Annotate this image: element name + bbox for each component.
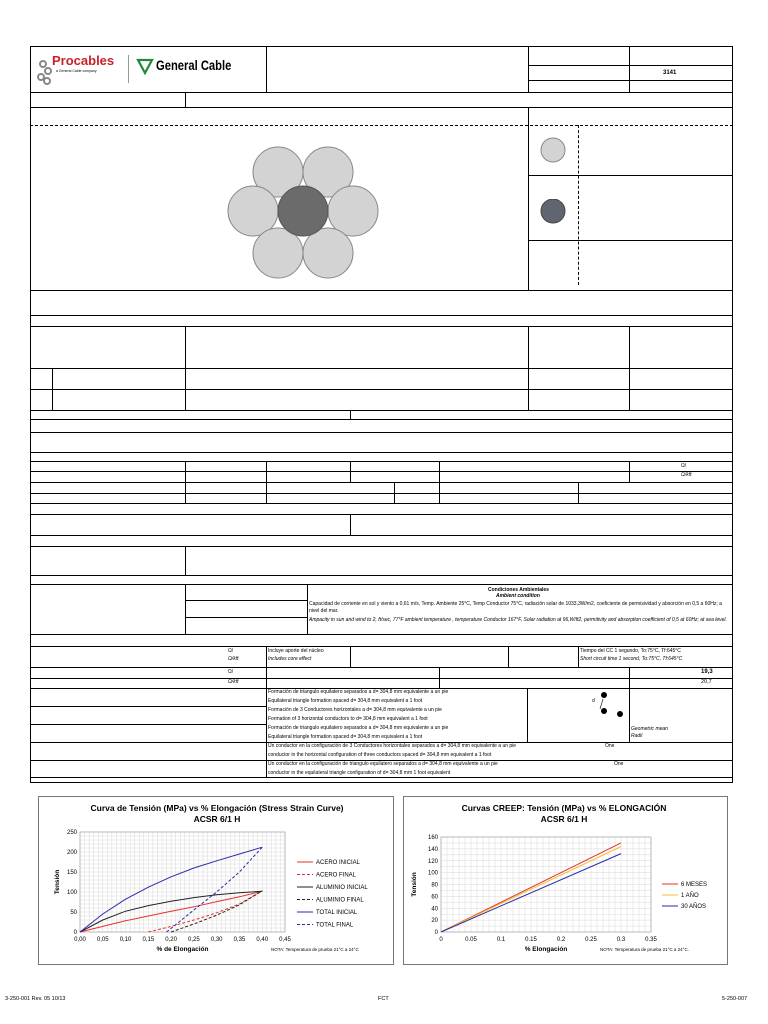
y-tick-label: 100 xyxy=(66,890,77,896)
y-tick-label: 200 xyxy=(66,850,77,856)
gmr-label-2: Radii xyxy=(631,733,643,739)
strand-diagram xyxy=(225,145,385,290)
unit-ohm-row1-en: Ω/kft xyxy=(681,472,692,478)
ambient-text-en: Ampacity in sun and wind to 2, ft/sec, 77°F ambient temperature , temperature Conductor 167°F, Solar radiation at 96,W/ft2, permitivity and absorption coefficient of 0,5 at 60Hz; at sea level. xyxy=(309,617,727,623)
footer-center: FCT xyxy=(378,996,389,1002)
aluminum-strand xyxy=(328,186,378,236)
unit-ohm-row1: Ω/ xyxy=(681,463,687,469)
chart-note: NOTA: Temperatura de prueba 21°C a 24°C. xyxy=(600,947,689,952)
x-tick-label: 0,35 xyxy=(233,937,246,943)
ambient-text-es: Capacidad de corriente en sol y viento a 0,61 m/s, Temp. Ambiente 25°C, Temp Conductor 75°C, radiación solar de 1033,3W/m2, coeficiente de permisividad y absorción en 0,5 a 60Hz; a nivel del mar. xyxy=(309,601,722,614)
steel-core-strand xyxy=(278,186,328,236)
unit-ohm-row3: Ω/ xyxy=(228,669,234,675)
legend-label: ALUMINIO FINAL xyxy=(316,897,364,904)
x-axis-label: % Elongación xyxy=(524,946,568,953)
footer-right: 5-250-007 xyxy=(722,996,748,1002)
code-value: 3141 xyxy=(663,70,677,76)
x-tick-label: 0.15 xyxy=(525,937,537,943)
y-tick-label: 160 xyxy=(427,835,438,841)
legend-label: ALUMINIO INICIAL xyxy=(316,885,368,891)
x-tick-label: 0,45 xyxy=(279,937,291,943)
x-tick-label: 0,25 xyxy=(188,937,200,943)
legend-label: 30 AÑOS xyxy=(681,904,707,910)
steel-strand-legend xyxy=(540,199,568,230)
properties-table xyxy=(30,326,733,420)
legend-label: 6 MESES xyxy=(681,882,708,888)
x-tick-label: 0 xyxy=(439,937,443,943)
distance-label: d xyxy=(592,698,595,704)
unit-ohm-row2: Ω/ xyxy=(228,648,234,654)
general-cable-shield-icon xyxy=(136,57,154,75)
conductor-dot xyxy=(601,708,607,714)
logo-divider xyxy=(128,55,129,83)
y-tick-label: 50 xyxy=(70,910,77,916)
y-tick-label: 140 xyxy=(427,846,438,853)
one-label-1: One xyxy=(605,743,615,749)
y-axis-label: Tensión xyxy=(411,872,418,897)
y-tick-label: 0 xyxy=(73,930,77,936)
x-tick-label: 0.05 xyxy=(465,937,477,943)
y-tick-label: 100 xyxy=(427,870,438,877)
x-tick-label: 0,20 xyxy=(165,937,177,943)
chart-title: Curva de Tensión (MPa) vs % Elongación (Stress Strain Curve) xyxy=(90,803,344,813)
creep-chart xyxy=(403,796,728,965)
unit-ohm-row3-en: Ω/kft xyxy=(228,679,239,685)
y-tick-label: 20 xyxy=(431,918,438,925)
short-circuit-en: Short circuit time 1 second, To:75°C, Tf:645°C xyxy=(580,656,683,662)
config-5-es: Un conductor en la configuración de triangulo equilatero separados a d= 304,8 mm equivalente a un pie xyxy=(268,761,498,767)
footer-left: 3-250-001 Rev. 05 10/13 xyxy=(5,996,66,1002)
config-2-es: Formación de 3 Conductores horizontales a d= 304,8 mm equivalente a un pie xyxy=(268,707,442,713)
stress-strain-svg xyxy=(39,797,393,964)
stress-strain-chart xyxy=(38,796,394,965)
y-tick-label: 150 xyxy=(66,870,77,876)
legend-label: TOTAL INICIAL xyxy=(316,910,358,916)
config-3-en: Equilateral triangle formation spaced d= 304,8 mm equivalent a 1 foot xyxy=(268,734,423,740)
x-tick-label: 0.35 xyxy=(645,937,657,943)
conductor-dot xyxy=(601,692,607,698)
chart-title: Curvas CREEP: Tensión (MPa) vs % ELONGACIÓN xyxy=(461,803,667,813)
x-tick-label: 0,00 xyxy=(74,937,86,943)
general-cable-logo xyxy=(136,57,154,80)
config-1-es: Formación de triangulo equilatero separados a d= 304,8 mm equivalente a un pie xyxy=(268,689,449,695)
value-1: 19,3 xyxy=(701,669,713,675)
conductor-cross-section xyxy=(225,145,385,285)
aluminum-strand xyxy=(228,186,278,236)
y-tick-label: 60 xyxy=(431,894,438,901)
chart-note: NOTA: Temperatura de prueba 21°C a 24°C xyxy=(271,947,359,952)
ambient-title: Condiciones Ambientales xyxy=(488,587,549,593)
y-tick-label: 250 xyxy=(66,830,77,836)
chart-subtitle: ACSR 6/1 H xyxy=(540,814,588,824)
one-label-2: One xyxy=(614,761,624,767)
procables-brand-sub: a General Cable company xyxy=(56,69,97,73)
legend-label: ACERO INICIAL xyxy=(316,860,361,866)
x-tick-label: 0,15 xyxy=(142,937,155,943)
y-tick-label: 40 xyxy=(431,906,438,913)
short-circuit-es: Tiempo del CC 1 segundo, To:75°C, Tf:645°C xyxy=(580,648,681,654)
chart-subtitle: ACSR 6/1 H xyxy=(193,814,241,824)
core-effect-es: Incluye aporte del núcleo xyxy=(268,648,324,654)
creep-svg xyxy=(404,797,727,964)
config-2-en: Formation of 3 horizontal conductors to d= 304,8 mm equivalent a 1 foot xyxy=(268,716,428,722)
x-tick-label: 0.25 xyxy=(585,937,597,943)
config-4-es: Un conductor en la configuración de 3 Conductores horizontales separados a d= 304,8 mm equivalente a un pie xyxy=(268,743,517,749)
value-2: 20,7 xyxy=(701,679,712,685)
aluminum-strand xyxy=(253,228,303,278)
aluminum-strand-legend xyxy=(540,137,568,168)
triangle-config-diagram xyxy=(598,691,643,728)
legend-label: TOTAL FINAL xyxy=(316,922,354,929)
x-tick-label: 0.2 xyxy=(556,937,566,943)
gmr-label-1: Geometric mean xyxy=(631,726,668,732)
general-cable-brand: General Cable xyxy=(156,57,232,73)
x-tick-label: 0,40 xyxy=(256,937,269,943)
ambient-title-en: Ambient condition xyxy=(496,593,540,599)
series-line xyxy=(148,891,262,932)
x-tick-label: 0.1 xyxy=(496,937,506,943)
y-tick-label: 0 xyxy=(434,930,438,936)
y-tick-label: 80 xyxy=(431,882,438,889)
legend-label: ACERO FINAL xyxy=(316,872,357,879)
unit-ohm-row2-en: Ω/kft xyxy=(228,656,239,662)
y-axis-label: Tensión xyxy=(54,869,61,895)
legend-label: 1 AÑO xyxy=(681,893,699,899)
config-1-en: Equilateral triangle formation spaced d= 304,8 mm equivalent a 1 foot xyxy=(268,698,423,704)
config-5-en: conductor in the equilateral triangle configuration of d= 304,8 mm 1 foot equivalent xyxy=(268,770,451,776)
x-tick-label: 0,05 xyxy=(96,937,109,943)
conductor-dot xyxy=(617,711,623,717)
config-3-es: Formación de triangulo equilatero separados a d= 304,8 mm equivalente a un pie xyxy=(268,725,449,731)
x-axis-label: % de Elongación xyxy=(156,946,209,953)
aluminum-strand xyxy=(303,228,353,278)
x-tick-label: 0.3 xyxy=(616,937,626,943)
core-effect-en: Includes core effect xyxy=(268,656,312,662)
x-tick-label: 0,10 xyxy=(119,937,132,943)
procables-brand: Procables xyxy=(52,53,115,68)
y-tick-label: 120 xyxy=(427,858,438,865)
config-4-en: conductor in the horizontal configuration of three conductors spaced d= 304,8 mm equivalent a 1 foot xyxy=(268,752,492,758)
x-tick-label: 0,30 xyxy=(210,937,223,943)
